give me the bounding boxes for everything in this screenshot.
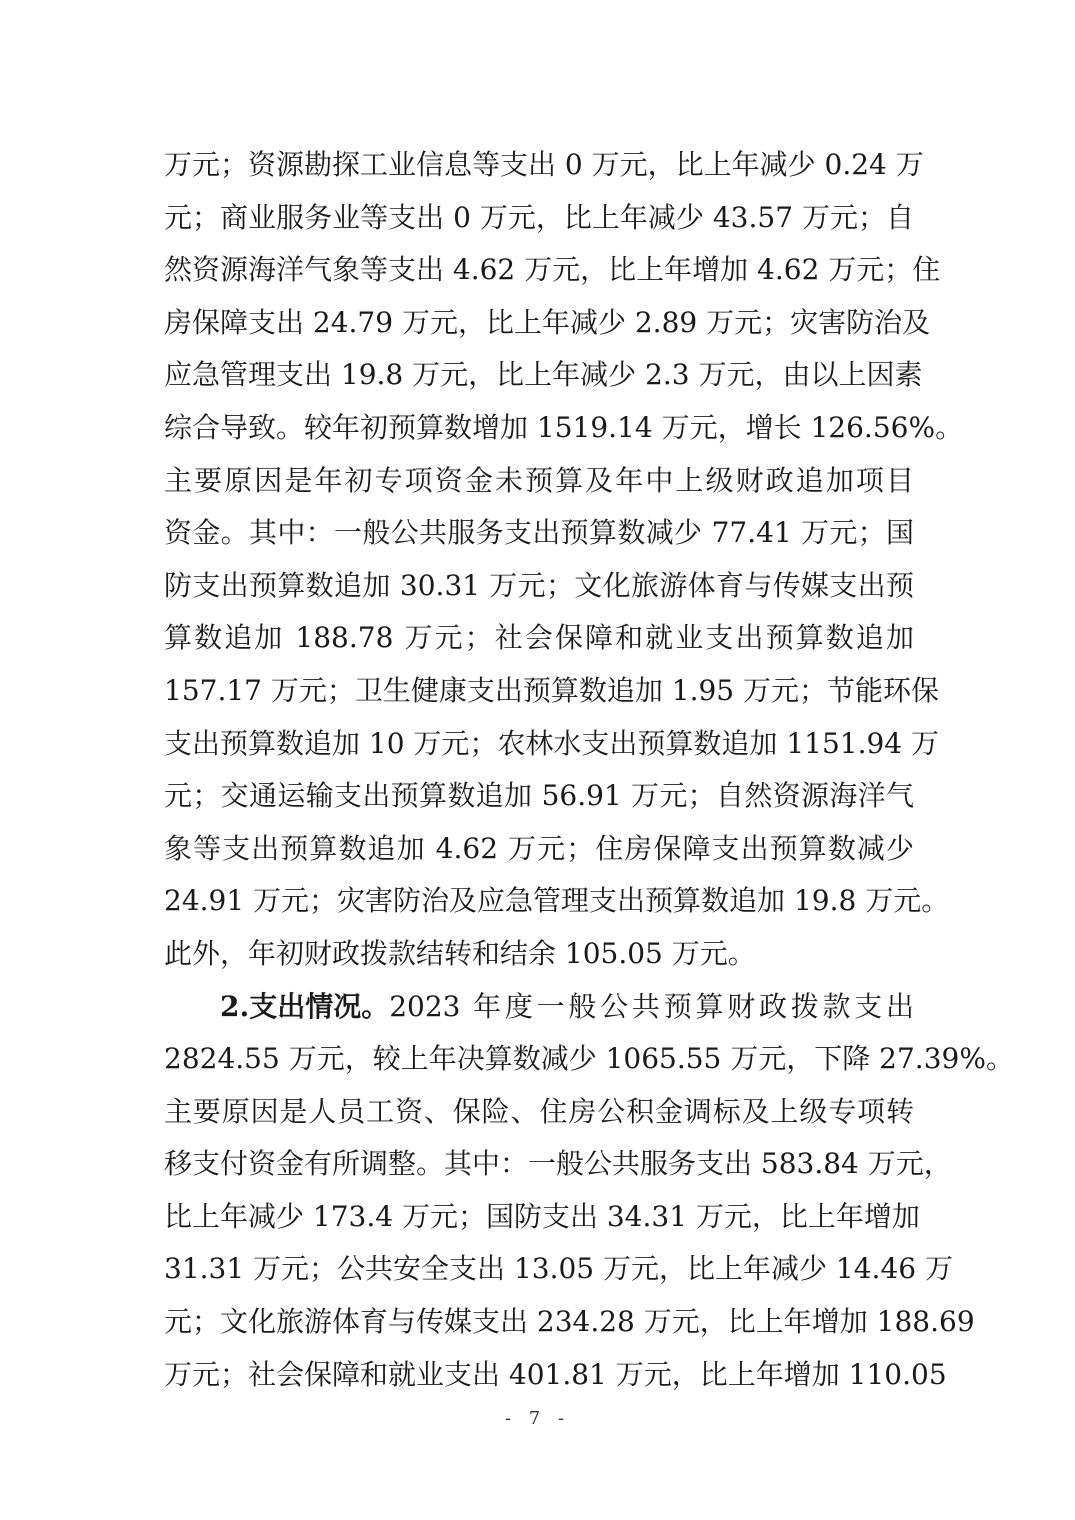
text-line: 象等支出预算数追加 4.62 万元；住房保障支出预算数减少	[164, 831, 914, 865]
text-line: 31.31 万元；公共安全支出 13.05 万元，比上年减少 14.46 万	[164, 1252, 953, 1286]
text-line: 移支付资金有所调整。其中：一般公共服务支出 583.84 万元，	[164, 1147, 952, 1181]
text-line: 元；交通运输支出预算数追加 56.91 万元；自然资源海洋气	[164, 779, 914, 813]
text-line: 元；文化旅游体育与传媒支出 234.28 万元，比上年增加 188.69	[164, 1305, 975, 1339]
text-line: 然资源海洋气象等支出 4.62 万元，比上年增加 4.62 万元；住	[164, 253, 941, 287]
text-line: 算数追加 188.78 万元；社会保障和就业支出预算数追加	[164, 621, 914, 655]
text-line: 万元；社会保障和就业支出 401.81 万元，比上年增加 110.05	[164, 1357, 947, 1391]
text-line: 2824.55 万元，较上年决算数减少 1065.55 万元，下降 27.39%。	[164, 1042, 1014, 1076]
text-line: 综合导致。较年初预算数增加 1519.14 万元，增长 126.56%。	[164, 410, 964, 444]
text-line: 应急管理支出 19.8 万元，比上年减少 2.3 万元，由以上因素	[164, 358, 923, 392]
text-line: 万元；资源勘探工业信息等支出 0 万元，比上年减少 0.24 万	[164, 148, 924, 181]
section-heading-rest: 2023 年度一般公共预算财政拨款支出	[389, 989, 914, 1023]
text-line: 房保障支出 24.79 万元，比上年减少 2.89 万元；灾害防治及	[164, 305, 931, 339]
text-line: 主要原因是人员工资、保险、住房公积金调标及上级专项转	[164, 1094, 914, 1128]
text-line: 157.17 万元；卫生健康支出预算数追加 1.95 万元；节能环保	[164, 673, 940, 707]
section-heading-line	[164, 981, 914, 1034]
text-line: 比上年减少 173.4 万元；国防支出 34.31 万元，比上年增加	[164, 1199, 920, 1233]
body-text	[164, 139, 1014, 1401]
page-number: - 7 -	[504, 1408, 571, 1429]
text-line: 资金。其中：一般公共服务支出预算数减少 77.41 万元；国	[164, 516, 914, 550]
text-line: 主要原因是年初专项资金未预算及年中上级财政追加项目	[164, 463, 914, 497]
text-line: 支出预算数追加 10 万元；农林水支出预算数追加 1151.94 万	[164, 726, 940, 760]
section-heading: 2.支出情况。	[220, 989, 390, 1023]
text-line: 元；商业服务业等支出 0 万元，比上年减少 43.57 万元；自	[164, 200, 914, 234]
text-line: 24.91 万元；灾害防治及应急管理支出预算数追加 19.8 万元。	[164, 884, 950, 918]
text-line: 防支出预算数追加 30.31 万元；文化旅游体育与传媒支出预	[164, 568, 914, 602]
text-line: 此外，年初财政拨款结转和结余 105.05 万元。	[164, 936, 756, 970]
